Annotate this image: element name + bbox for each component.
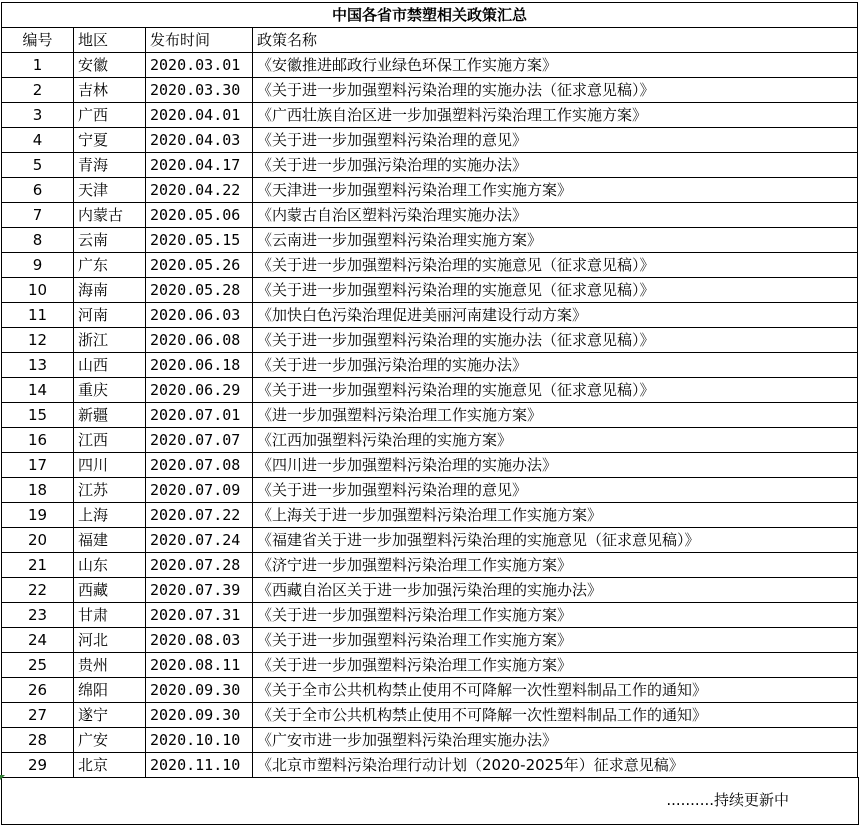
row-date: 2020.07.24	[146, 528, 253, 553]
row-policy-name: 《济宁进一步加强塑料污染治理工作实施方案》	[253, 553, 858, 578]
table-row	[2, 128, 858, 153]
row-number: 9	[2, 253, 74, 278]
row-region: 云南	[74, 228, 146, 253]
row-region: 山西	[74, 353, 146, 378]
row-region: 福建	[74, 528, 146, 553]
table-row	[2, 278, 858, 303]
row-number: 21	[2, 553, 74, 578]
row-policy-name: 《上海关于进一步加强塑料污染治理工作实施方案》	[253, 503, 858, 528]
table-row	[2, 503, 858, 528]
header-date: 发布时间	[146, 28, 253, 53]
row-date: 2020.06.08	[146, 328, 253, 353]
row-number: 26	[2, 678, 74, 703]
table-row	[2, 478, 858, 503]
row-region: 遂宁	[74, 703, 146, 728]
row-date: 2020.04.03	[146, 128, 253, 153]
row-date: 2020.11.10	[146, 753, 253, 778]
row-region: 江苏	[74, 478, 146, 503]
table-row	[2, 53, 858, 78]
row-number: 10	[2, 278, 74, 303]
row-number: 5	[2, 153, 74, 178]
row-date: 2020.07.09	[146, 478, 253, 503]
row-region: 天津	[74, 178, 146, 203]
row-policy-name: 《关于进一步加强塑料污染治理工作实施方案》	[253, 653, 858, 678]
row-date: 2020.07.07	[146, 428, 253, 453]
row-region: 广东	[74, 253, 146, 278]
row-region: 上海	[74, 503, 146, 528]
row-date: 2020.03.30	[146, 78, 253, 103]
row-region: 山东	[74, 553, 146, 578]
row-policy-name: 《关于进一步加强塑料污染治理的实施意见（征求意见稿）》	[253, 378, 858, 403]
row-policy-name: 《关于进一步加强塑料污染治理的实施办法（征求意见稿）》	[253, 328, 858, 353]
row-policy-name: 《关于进一步加强塑料污染治理的意见》	[253, 478, 858, 503]
row-date: 2020.07.22	[146, 503, 253, 528]
header-region: 地区	[74, 28, 146, 53]
cell-corner-marker	[0, 775, 5, 780]
row-date: 2020.07.39	[146, 578, 253, 603]
table-row	[2, 428, 858, 453]
row-date: 2020.05.28	[146, 278, 253, 303]
row-date: 2020.10.10	[146, 728, 253, 753]
table-row	[2, 753, 858, 778]
row-policy-name: 《关于进一步加强污染治理的实施办法》	[253, 353, 858, 378]
header-number: 编号	[2, 28, 74, 53]
table-row	[2, 203, 858, 228]
row-region: 青海	[74, 153, 146, 178]
row-number: 23	[2, 603, 74, 628]
row-number: 3	[2, 103, 74, 128]
row-region: 重庆	[74, 378, 146, 403]
table-row	[2, 728, 858, 753]
row-number: 24	[2, 628, 74, 653]
table-row	[2, 703, 858, 728]
table-row	[2, 353, 858, 378]
table-row	[2, 403, 858, 428]
row-date: 2020.04.22	[146, 178, 253, 203]
table-row	[2, 553, 858, 578]
row-number: 25	[2, 653, 74, 678]
row-number: 18	[2, 478, 74, 503]
table-row	[2, 253, 858, 278]
row-number: 2	[2, 78, 74, 103]
row-date: 2020.05.06	[146, 203, 253, 228]
row-policy-name: 《关于进一步加强污染治理的实施办法》	[253, 153, 858, 178]
row-policy-name: 《关于全市公共机构禁止使用不可降解一次性塑料制品工作的通知》	[253, 678, 858, 703]
table-row	[2, 603, 858, 628]
row-policy-name: 《福建省关于进一步加强塑料污染治理的实施意见（征求意见稿）》	[253, 528, 858, 553]
row-number: 11	[2, 303, 74, 328]
table-row	[2, 303, 858, 328]
policy-table	[1, 2, 858, 778]
row-region: 北京	[74, 753, 146, 778]
row-policy-name: 《关于进一步加强塑料污染治理工作实施方案》	[253, 603, 858, 628]
row-region: 甘肃	[74, 603, 146, 628]
table-row	[2, 178, 858, 203]
row-policy-name: 《天津进一步加强塑料污染治理工作实施方案》	[253, 178, 858, 203]
table-row	[2, 378, 858, 403]
row-policy-name: 《北京市塑料污染治理行动计划（2020-2025年）征求意见稿》	[253, 753, 858, 778]
row-policy-name: 《江西加强塑料污染治理的实施方案》	[253, 428, 858, 453]
row-date: 2020.06.03	[146, 303, 253, 328]
table-row	[2, 453, 858, 478]
row-policy-name: 《关于进一步加强塑料污染治理的意见》	[253, 128, 858, 153]
row-number: 19	[2, 503, 74, 528]
table-row	[2, 678, 858, 703]
row-policy-name: 《关于全市公共机构禁止使用不可降解一次性塑料制品工作的通知》	[253, 703, 858, 728]
row-number: 12	[2, 328, 74, 353]
table-row	[2, 653, 858, 678]
row-region: 河南	[74, 303, 146, 328]
row-date: 2020.07.08	[146, 453, 253, 478]
row-number: 14	[2, 378, 74, 403]
row-policy-name: 《关于进一步加强塑料污染治理的实施意见（征求意见稿）》	[253, 253, 858, 278]
row-number: 28	[2, 728, 74, 753]
row-number: 6	[2, 178, 74, 203]
row-number: 4	[2, 128, 74, 153]
table-row	[2, 578, 858, 603]
row-region: 海南	[74, 278, 146, 303]
table-row	[2, 153, 858, 178]
row-number: 22	[2, 578, 74, 603]
row-number: 7	[2, 203, 74, 228]
row-policy-name: 《广西壮族自治区进一步加强塑料污染治理工作实施方案》	[253, 103, 858, 128]
table-row	[2, 103, 858, 128]
header-row	[2, 28, 858, 53]
row-policy-name: 《安徽推进邮政行业绿色环保工作实施方案》	[253, 53, 858, 78]
row-number: 8	[2, 228, 74, 253]
row-date: 2020.03.01	[146, 53, 253, 78]
table-row	[2, 78, 858, 103]
row-region: 宁夏	[74, 128, 146, 153]
table-row	[2, 328, 858, 353]
row-date: 2020.08.03	[146, 628, 253, 653]
table-row	[2, 228, 858, 253]
row-date: 2020.04.17	[146, 153, 253, 178]
row-date: 2020.05.15	[146, 228, 253, 253]
row-number: 16	[2, 428, 74, 453]
row-region: 江西	[74, 428, 146, 453]
row-number: 20	[2, 528, 74, 553]
row-region: 安徽	[74, 53, 146, 78]
title-row	[2, 3, 858, 28]
row-number: 15	[2, 403, 74, 428]
row-policy-name: 《四川进一步加强塑料污染治理的实施办法》	[253, 453, 858, 478]
row-date: 2020.07.31	[146, 603, 253, 628]
row-number: 29	[2, 753, 74, 778]
row-region: 西藏	[74, 578, 146, 603]
row-policy-name: 《关于进一步加强塑料污染治理的实施意见（征求意见稿）》	[253, 278, 858, 303]
row-date: 2020.07.01	[146, 403, 253, 428]
row-date: 2020.04.01	[146, 103, 253, 128]
header-policy-name: 政策名称	[253, 28, 858, 53]
row-policy-name: 《内蒙古自治区塑料污染治理实施办法》	[253, 203, 858, 228]
table-title: 中国各省市禁塑相关政策汇总	[2, 3, 858, 28]
row-region: 新疆	[74, 403, 146, 428]
row-date: 2020.07.28	[146, 553, 253, 578]
row-region: 贵州	[74, 653, 146, 678]
row-date: 2020.06.29	[146, 378, 253, 403]
row-date: 2020.05.26	[146, 253, 253, 278]
row-number: 1	[2, 53, 74, 78]
row-number: 13	[2, 353, 74, 378]
table-row	[2, 628, 858, 653]
row-region: 绵阳	[74, 678, 146, 703]
row-region: 广西	[74, 103, 146, 128]
row-region: 内蒙古	[74, 203, 146, 228]
footer-note: ..........持续更新中	[666, 791, 789, 809]
row-policy-name: 《关于进一步加强塑料污染治理的实施办法（征求意见稿）》	[253, 78, 858, 103]
row-region: 吉林	[74, 78, 146, 103]
row-date: 2020.06.18	[146, 353, 253, 378]
row-policy-name: 《云南进一步加强塑料污染治理实施方案》	[253, 228, 858, 253]
row-region: 广安	[74, 728, 146, 753]
row-policy-name: 《进一步加强塑料污染治理工作实施方案》	[253, 403, 858, 428]
row-date: 2020.09.30	[146, 678, 253, 703]
row-policy-name: 《广安市进一步加强塑料污染治理实施办法》	[253, 728, 858, 753]
row-policy-name: 《加快白色污染治理促进美丽河南建设行动方案》	[253, 303, 858, 328]
row-date: 2020.08.11	[146, 653, 253, 678]
table-row	[2, 528, 858, 553]
row-policy-name: 《西藏自治区关于进一步加强污染治理的实施办法》	[253, 578, 858, 603]
row-number: 27	[2, 703, 74, 728]
row-date: 2020.09.30	[146, 703, 253, 728]
row-policy-name: 《关于进一步加强塑料污染治理工作实施方案》	[253, 628, 858, 653]
row-region: 四川	[74, 453, 146, 478]
row-number: 17	[2, 453, 74, 478]
row-region: 浙江	[74, 328, 146, 353]
row-region: 河北	[74, 628, 146, 653]
